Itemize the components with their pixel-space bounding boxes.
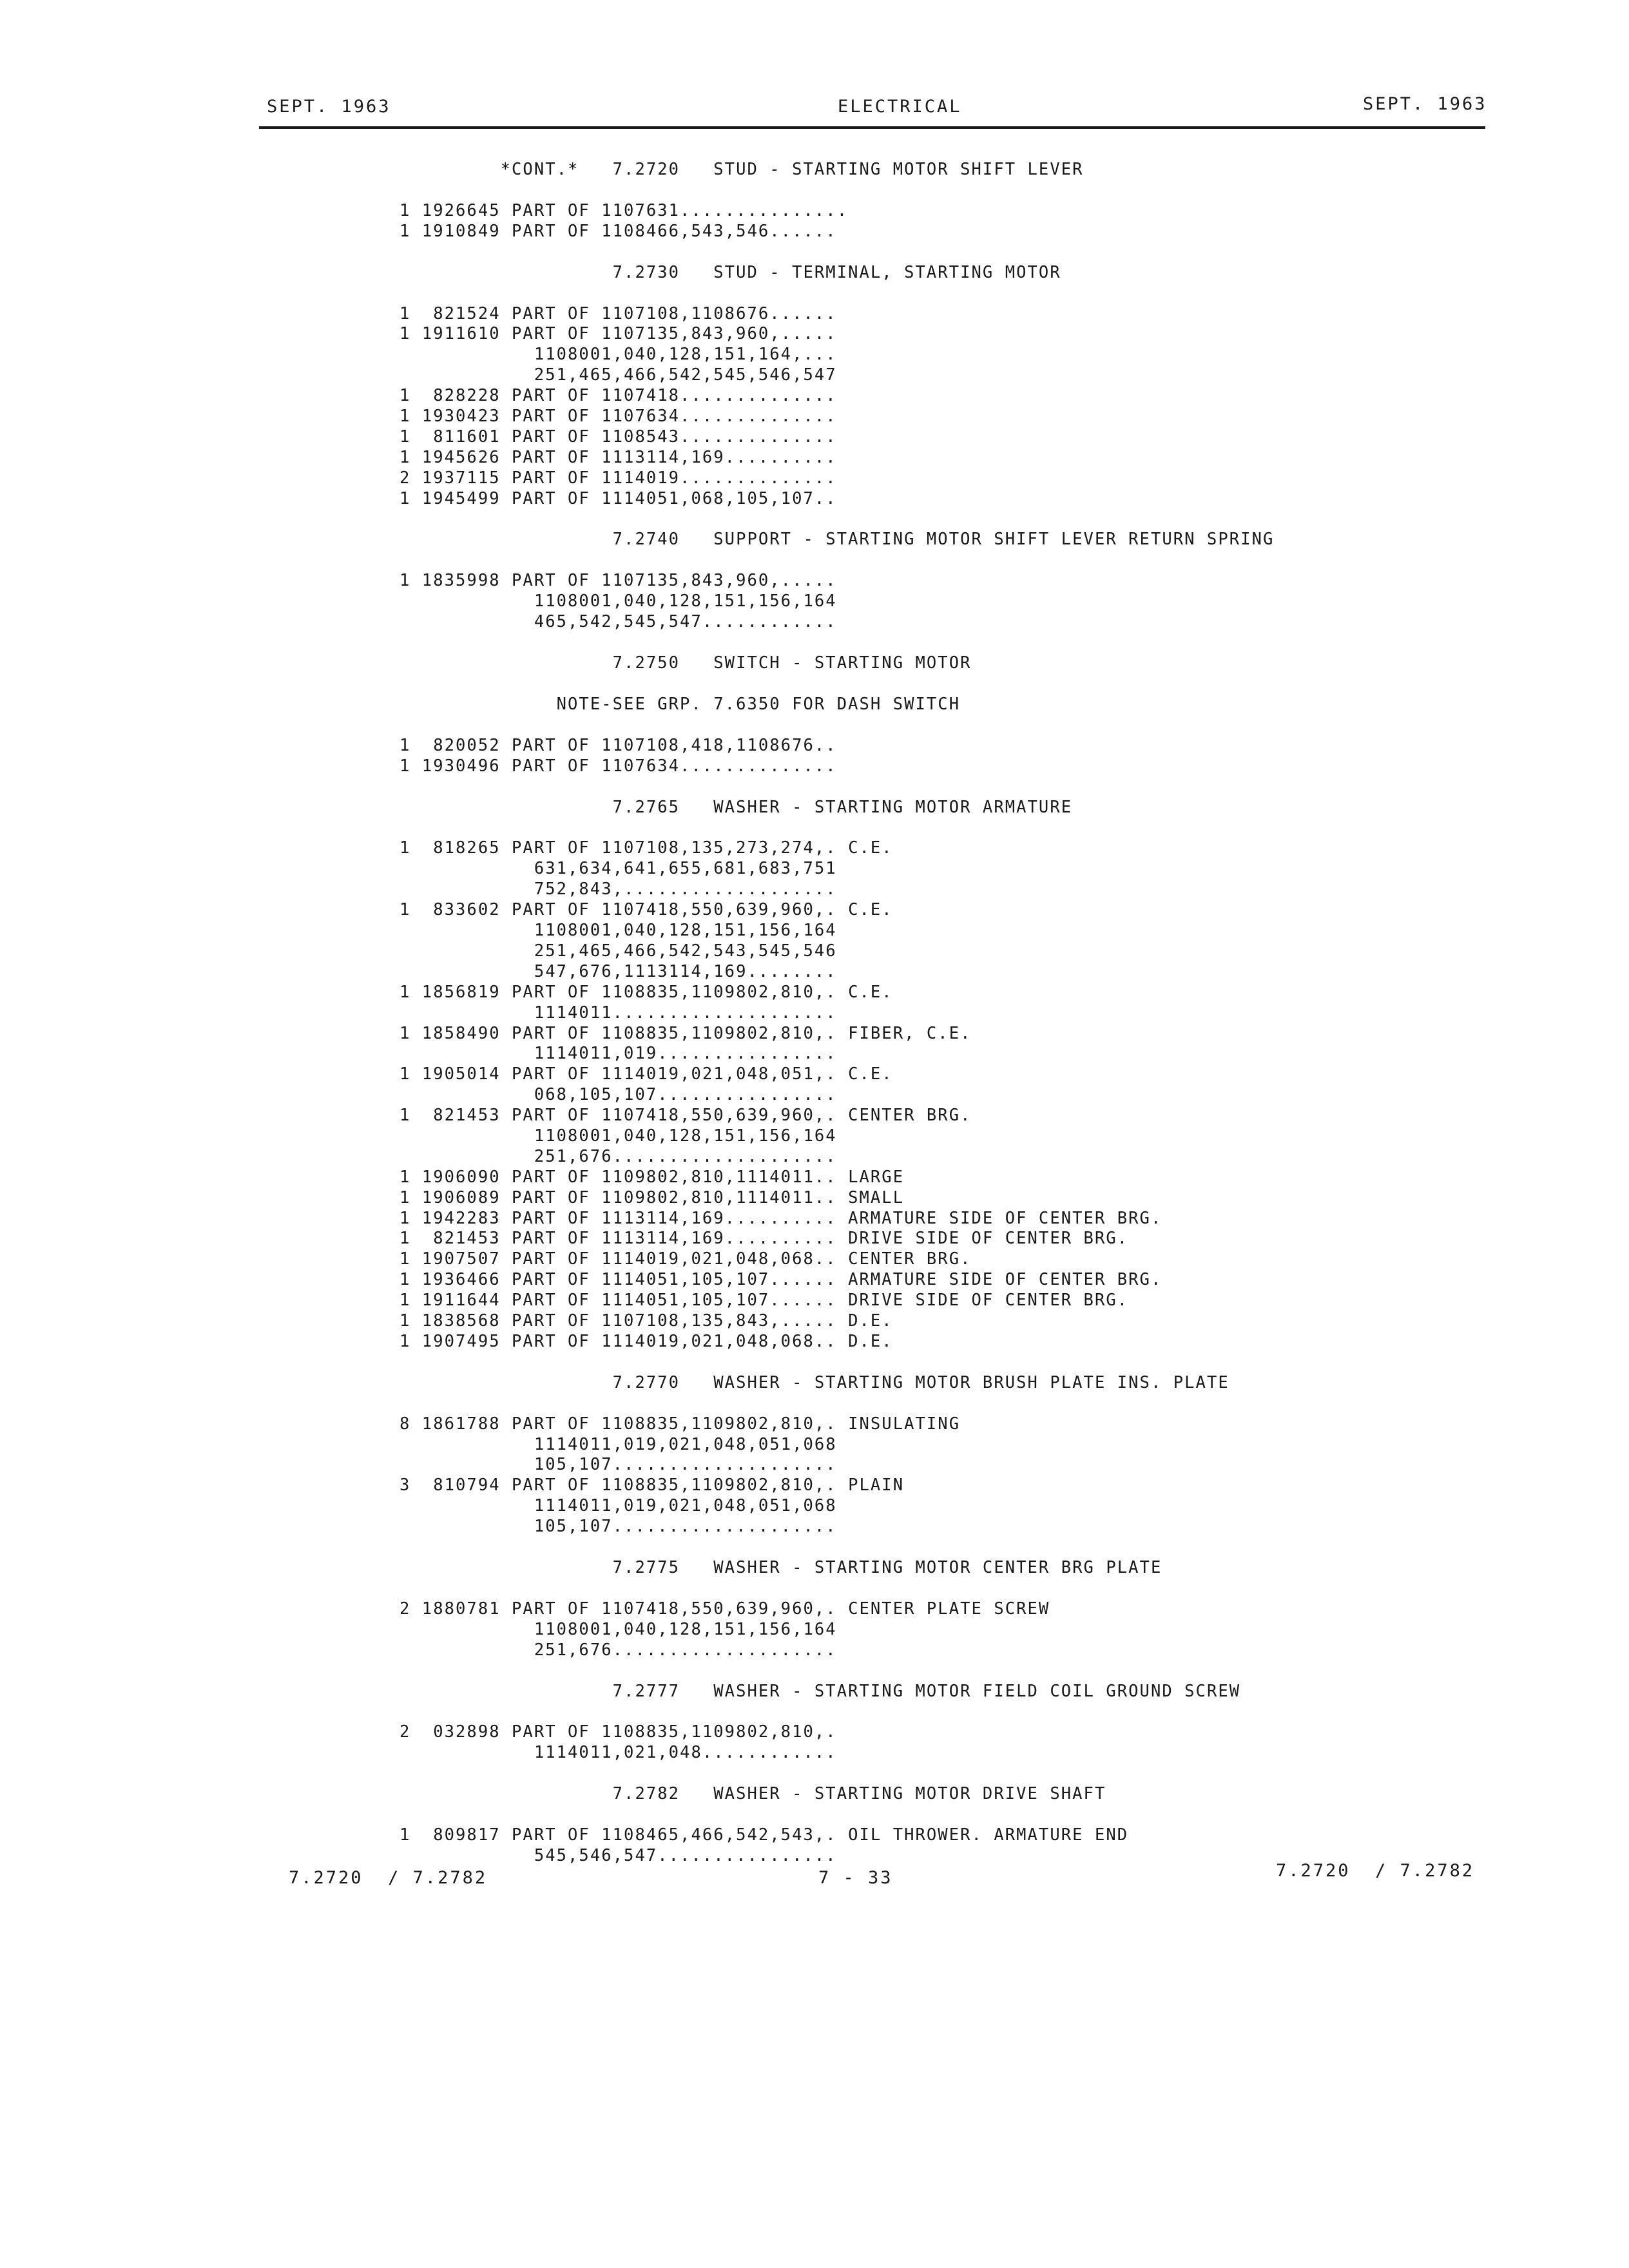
part-line: 1114011,019,021,048,051,068 bbox=[400, 1434, 837, 1454]
header-section-title: ELECTRICAL bbox=[838, 97, 962, 117]
header-date-right: SEPT. 1963 bbox=[1363, 94, 1487, 114]
part-line: 1 1926645 PART OF 1107631............... bbox=[400, 200, 849, 220]
part-line: 1 1905014 PART OF 1114019,021,048,051,. C.E. bbox=[400, 1064, 893, 1084]
part-line: 251,676.................... bbox=[400, 1640, 837, 1660]
part-line: 545,546,547................ bbox=[400, 1846, 837, 1865]
part-line: 1 1906090 PART OF 1109802,810,1114011.. LARGE bbox=[400, 1167, 905, 1187]
part-line: 1 1856819 PART OF 1108835,1109802,810,. C.E. bbox=[400, 982, 893, 1002]
part-line: 1 1930496 PART OF 1107634.............. bbox=[400, 756, 837, 776]
part-line: 1 833602 PART OF 1107418,550,639,960,. C.E. bbox=[400, 900, 893, 920]
part-line: 752,843,................... bbox=[400, 879, 837, 899]
part-line: 1 1945626 PART OF 1113114,169.......... bbox=[400, 447, 837, 467]
part-line: 1108001,040,128,151,164,... bbox=[400, 345, 837, 365]
part-line: 1 1910849 PART OF 1108466,543,546...... bbox=[400, 221, 837, 241]
part-line: 1 1936466 PART OF 1114051,105,107...... ARMATURE SIDE OF CENTER BRG. bbox=[400, 1270, 1162, 1290]
part-line: 1 811601 PART OF 1108543.............. bbox=[400, 427, 837, 447]
section-heading: 7.2750 SWITCH - STARTING MOTOR bbox=[400, 653, 972, 673]
blank-line bbox=[400, 1394, 1592, 1414]
blank-line bbox=[400, 1579, 1592, 1599]
part-line: 105,107.................... bbox=[400, 1455, 837, 1475]
blank-line bbox=[400, 715, 1592, 736]
part-line: 1 821524 PART OF 1107108,1108676...... bbox=[400, 303, 837, 323]
blank-line bbox=[400, 284, 1592, 304]
part-line: 251,465,466,542,545,546,547 bbox=[400, 365, 837, 385]
part-line: 251,676.................... bbox=[400, 1146, 837, 1166]
footer-range-left: 7.2720 / 7.2782 bbox=[289, 1868, 488, 1888]
part-line: 8 1861788 PART OF 1108835,1109802,810,. INSULATING bbox=[400, 1414, 961, 1434]
part-line: 1 1858490 PART OF 1108835,1109802,810,. FIBER, C.E. bbox=[400, 1023, 972, 1043]
header-rule bbox=[259, 126, 1485, 129]
part-line: 2 1880781 PART OF 1107418,550,639,960,. CENTER PLATE SCREW bbox=[400, 1599, 1050, 1619]
blank-line bbox=[400, 777, 1592, 798]
footer-range-right: 7.2720 / 7.2782 bbox=[1276, 1861, 1475, 1881]
footer-page-number: 7 - 33 bbox=[818, 1868, 893, 1888]
blank-line bbox=[400, 509, 1592, 530]
part-line: 1114011,019,021,048,051,068 bbox=[400, 1496, 837, 1516]
section-heading: 7.2770 WASHER - STARTING MOTOR BRUSH PLATE INS. PLATE bbox=[400, 1372, 1229, 1392]
part-line: 105,107.................... bbox=[400, 1517, 837, 1537]
part-line: 1114011,019................ bbox=[400, 1044, 837, 1064]
section-heading: 7.2777 WASHER - STARTING MOTOR FIELD COIL GROUND SCREW bbox=[400, 1681, 1241, 1701]
section-heading: *CONT.* 7.2720 STUD - STARTING MOTOR SHIFT LEVER bbox=[400, 160, 1084, 179]
blank-line bbox=[400, 1352, 1592, 1373]
part-line: 1108001,040,128,151,156,164 bbox=[400, 591, 837, 611]
section-heading: 7.2740 SUPPORT - STARTING MOTOR SHIFT LEVER RETURN SPRING bbox=[400, 530, 1275, 550]
section-heading: 7.2765 WASHER - STARTING MOTOR ARMATURE bbox=[400, 797, 1073, 817]
part-line: 2 032898 PART OF 1108835,1109802,810,. bbox=[400, 1722, 837, 1742]
part-line: 1 821453 PART OF 1113114,169.......... DRIVE SIDE OF CENTER BRG. bbox=[400, 1229, 1129, 1249]
blank-line bbox=[400, 1661, 1592, 1682]
part-line: 1 1911644 PART OF 1114051,105,107...... DRIVE SIDE OF CENTER BRG. bbox=[400, 1291, 1129, 1311]
part-line: 1 1911610 PART OF 1107135,843,960,..... bbox=[400, 324, 837, 344]
part-line: 1108001,040,128,151,156,164 bbox=[400, 1619, 837, 1639]
part-line: 1 1942283 PART OF 1113114,169.......... ARMATURE SIDE OF CENTER BRG. bbox=[400, 1208, 1162, 1228]
part-line: 1 828228 PART OF 1107418.............. bbox=[400, 386, 837, 406]
part-line: 2 1937115 PART OF 1114019.............. bbox=[400, 468, 837, 488]
part-line: 1 1838568 PART OF 1107108,135,843,..... D.E. bbox=[400, 1311, 893, 1331]
part-line: 1114011.................... bbox=[400, 1003, 837, 1023]
part-line: 1 1907495 PART OF 1114019,021,048,068.. D.E. bbox=[400, 1331, 893, 1351]
section-heading: 7.2730 STUD - TERMINAL, STARTING MOTOR bbox=[400, 262, 1061, 282]
part-line: 1 821453 PART OF 1107418,550,639,960,. CENTER BRG. bbox=[400, 1106, 972, 1126]
part-line: 1108001,040,128,151,156,164 bbox=[400, 1126, 837, 1146]
blank-line bbox=[400, 550, 1592, 571]
blank-line bbox=[400, 242, 1592, 263]
part-line: 1 1835998 PART OF 1107135,843,960,..... bbox=[400, 571, 837, 591]
part-line: 3 810794 PART OF 1108835,1109802,810,. PLAIN bbox=[400, 1475, 905, 1495]
section-heading: 7.2782 WASHER - STARTING MOTOR DRIVE SHAFT bbox=[400, 1784, 1106, 1804]
header-date-left: SEPT. 1963 bbox=[267, 97, 391, 117]
blank-line bbox=[400, 633, 1592, 653]
part-line: 1 809817 PART OF 1108465,466,542,543,. OIL THROWER. ARMATURE END bbox=[400, 1825, 1129, 1845]
part-line: 1 1907507 PART OF 1114019,021,048,068.. CENTER BRG. bbox=[400, 1249, 972, 1269]
part-line: 1 820052 PART OF 1107108,418,1108676.. bbox=[400, 735, 837, 755]
part-line: 1114011,021,048............ bbox=[400, 1743, 837, 1763]
parts-list bbox=[400, 160, 1592, 1867]
part-line: 631,634,641,655,681,683,751 bbox=[400, 859, 837, 879]
part-line: 547,676,1113114,169........ bbox=[400, 961, 837, 981]
part-line: 465,542,545,547............ bbox=[400, 612, 837, 632]
part-line: 1108001,040,128,151,156,164 bbox=[400, 921, 837, 941]
blank-line bbox=[400, 1763, 1592, 1784]
part-line: 068,105,107................ bbox=[400, 1085, 837, 1105]
blank-line bbox=[400, 180, 1592, 201]
note-line: NOTE-SEE GRP. 7.6350 FOR DASH SWITCH bbox=[400, 694, 961, 714]
blank-line bbox=[400, 1805, 1592, 1825]
part-line: 1 1930423 PART OF 1107634.............. bbox=[400, 407, 837, 427]
part-line: 1 1906089 PART OF 1109802,810,1114011.. SMALL bbox=[400, 1187, 905, 1207]
blank-line bbox=[400, 818, 1592, 838]
section-heading: 7.2775 WASHER - STARTING MOTOR CENTER BRG PLATE bbox=[400, 1557, 1162, 1577]
blank-line bbox=[400, 1537, 1592, 1558]
part-line: 251,465,466,542,543,545,546 bbox=[400, 941, 837, 961]
part-line: 1 818265 PART OF 1107108,135,273,274,. C.E. bbox=[400, 838, 893, 858]
part-line: 1 1945499 PART OF 1114051,068,105,107.. bbox=[400, 488, 837, 508]
blank-line bbox=[400, 674, 1592, 695]
blank-line bbox=[400, 1702, 1592, 1722]
